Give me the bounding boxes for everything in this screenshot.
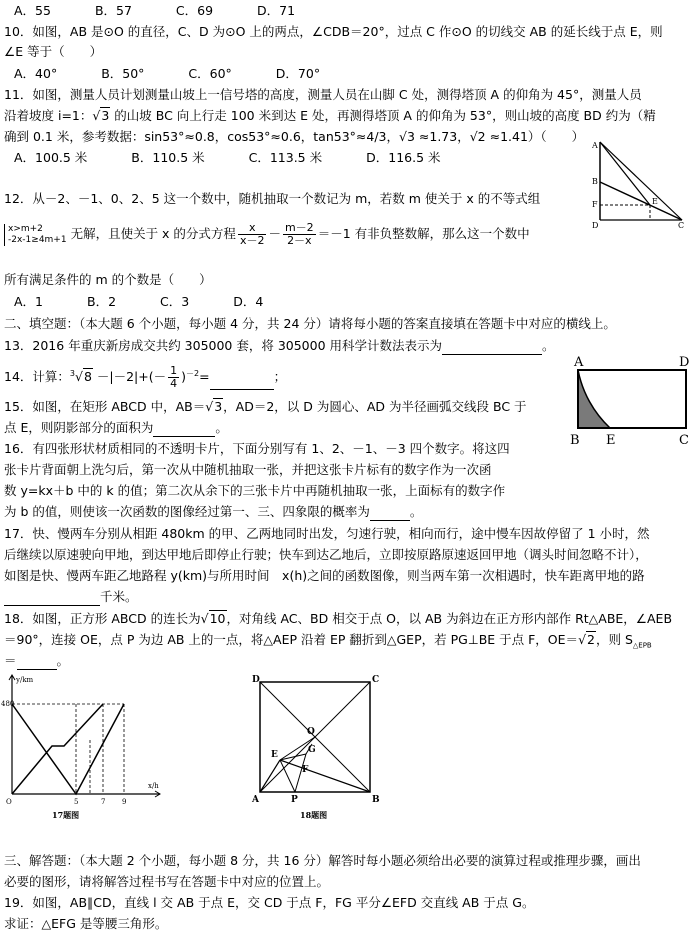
q13-end: 。 xyxy=(542,338,555,353)
q11-label-d: D xyxy=(592,221,599,230)
q10-option-d: D．70° xyxy=(275,66,321,81)
fig18 xyxy=(250,672,380,822)
q10-line2: ∠E 等于（ ） xyxy=(4,44,103,59)
q12-ineq-2: -2x-1≥4m+1 xyxy=(8,234,67,245)
q13-text: 13．2016 年重庆新房成交共约 305000 套，将 305000 用科学计数法表示为 xyxy=(4,338,443,353)
q18-line3 xyxy=(4,652,69,670)
q9-option-d: D．71 xyxy=(257,3,296,18)
q11-label-b: B xyxy=(592,177,598,186)
q11-label-c: C xyxy=(678,221,685,230)
q16-line4-text: 为 b 的值，则使该一次函数的图像经过第一、三、四象限的概率为 xyxy=(4,504,370,519)
q14-frac xyxy=(168,365,179,390)
q17-line2: 后继续以原速驶向甲地，到达甲地后即停止行驶；快车到达乙地后，立即按原路原速返回甲地（调头时间忽略不计）， xyxy=(4,547,648,562)
q9-options xyxy=(14,2,335,20)
q16-line3: 数 y=kx＋b 中的 k 的值；第二次从余下的三张卡片中再随机抽取一张，上面标有的数字作 xyxy=(4,483,506,498)
q12-frac2-den: 2－x xyxy=(287,234,312,247)
q10-line1: 10．如图，AB 是⊙O 的直径，C、D 为⊙O 上的两点，∠CDB＝20°，过点 C 作⊙O 的切线交 AB 的延长线于点 E，则 xyxy=(4,24,663,39)
q14-mid: －|－2|+(－ xyxy=(92,369,167,385)
q12-option-c: C．3 xyxy=(160,294,190,309)
q11-label-f: F xyxy=(592,200,598,209)
q18-line2-b: ，则 S xyxy=(595,632,633,647)
q14-frac-num: 1 xyxy=(170,364,178,378)
q15-line1-a: 15．如图，在矩形 ABCD 中，AB＝ xyxy=(4,399,206,414)
q18-root-2: 2 xyxy=(587,632,595,647)
q12-minus: － xyxy=(268,226,281,241)
q14-end: ； xyxy=(273,369,287,385)
q15-answer-blank xyxy=(153,422,215,437)
q12-line2-b: ＝－1 有非负整数解，那么这一个数中 xyxy=(317,226,530,241)
q14-prefix: 14．计算： xyxy=(4,369,70,385)
q12-ineq-1: x>m+2 xyxy=(8,223,43,234)
q10-option-c: C．60° xyxy=(188,66,232,81)
q18-line2 xyxy=(4,631,652,655)
q15-line1 xyxy=(4,398,527,416)
q12-frac1 xyxy=(238,222,267,247)
q15-end: 。 xyxy=(215,420,228,435)
q11-label-e: E xyxy=(652,197,658,206)
q11-option-c: C．113.5 米 xyxy=(248,150,323,165)
fig17-origin: O xyxy=(6,798,12,806)
fig17-y-label: y/km xyxy=(16,676,34,684)
q14-root-index: 3 xyxy=(69,369,75,378)
q11-options xyxy=(14,149,481,167)
fig17-x-tick-7: 7 xyxy=(101,798,106,806)
fig18-label-p: P xyxy=(291,795,298,805)
q17-line1: 17．快、慢两车分别从相距 480km 的甲、乙两地同时出发，匀速行驶，相向而行，途中慢车因故停留了 1 小时，然 xyxy=(4,526,650,541)
q17-answer-blank xyxy=(4,591,100,606)
fig18-label-g: G xyxy=(308,745,316,755)
q11-line2-a: 沿着坡度 i=1： xyxy=(4,108,93,123)
fig17-x-label: x/h xyxy=(148,782,159,790)
q17-line3: 如图是快、慢两车距乙地路程 y(km)与所用时间 x(h)之间的函数图像，则当两车第一次相遇时，快车距离甲地的路 xyxy=(4,568,645,583)
q14-frac-den: 4 xyxy=(170,377,178,391)
q12-frac1-den: x－2 xyxy=(239,234,265,247)
q19-line1: 19．如图，AB∥CD，直线 l 交 AB 于点 E，交 CD 于点 F，FG 平分∠EFD 交直线 AB 于点 G。 xyxy=(4,895,535,910)
fig18-label-b: B xyxy=(372,795,380,805)
q15-label-a: A xyxy=(574,355,584,370)
q11-line2-b: 的山坡 BC 向上行走 100 米到达 E 处，再测得塔顶 A 的仰角为 53°，则山坡的高度 BD 约为（精 xyxy=(110,108,656,123)
q15-line2-text: 点 E，则阴影部分的面积为 xyxy=(4,420,154,435)
q10-option-a: A．40° xyxy=(14,66,58,81)
fig18-label-d: D xyxy=(252,675,260,685)
q18-sqrt-sign-2: √ xyxy=(578,632,587,647)
q12-frac1-num: x xyxy=(238,222,267,235)
q9-option-a: A．55 xyxy=(14,3,51,18)
q12-frac2 xyxy=(283,222,316,247)
q16-line2: 张卡片背面朝上洗匀后，第一次从中随机抽取一张，并把这张卡片标有的数字作为一次函 xyxy=(4,462,492,477)
q11-root: 3 xyxy=(101,108,110,123)
q15-sqrt-sign: √ xyxy=(205,399,214,414)
fig18-label-c: C xyxy=(372,675,380,685)
q10-option-b: B．50° xyxy=(101,66,145,81)
section2-heading: 二、填空题：（本大题 6 个小题，每小题 4 分，共 24 分）请将每小题的答案直接填在答题卡中对应的横线上。 xyxy=(4,316,616,331)
q12-option-a: A．1 xyxy=(14,294,44,309)
section3-line2: 必要的图形，请将解答过程书写在答题卡中对应的位置上。 xyxy=(4,874,330,889)
q15-line1-b: ，AD＝2，以 D 为圆心、AD 为半径画弧交线段 BC 于 xyxy=(223,399,527,414)
fig18-label-a: A xyxy=(252,795,259,805)
q15-root: 3 xyxy=(214,399,223,414)
fig18-label-o: O xyxy=(307,727,315,737)
q12-line1: 12．从－2、－1、0、2、5 这一个数中，随机抽取一个数记为 m，若数 m 使关于 x 的不等式组 xyxy=(4,191,541,206)
q11-line1: 11．如图，测量人员计划测量山坡上一信号塔的高度，测量人员在山脚 C 处，测得塔顶 A 的仰角为 45°，测量人员 xyxy=(4,87,642,102)
q17-line4-end: 千米。 xyxy=(100,589,138,604)
q19-line2: 求证：△EFG 是等腰三角形。 xyxy=(4,916,168,931)
q11-line2 xyxy=(4,107,656,125)
q11-figure xyxy=(592,140,688,230)
q18-answer-blank xyxy=(17,655,57,670)
q18-sqrt-sign: √ xyxy=(200,611,209,626)
q12-option-b: B．2 xyxy=(87,294,117,309)
fig18-label-e: E xyxy=(271,750,278,760)
q12-inequality-system xyxy=(4,224,67,246)
q12-option-d: D．4 xyxy=(233,294,264,309)
q14-suffix: = xyxy=(199,369,210,385)
q15-label-b: B xyxy=(570,433,580,448)
q16-answer-blank xyxy=(370,506,410,521)
q14-paren-close: ) xyxy=(181,369,187,385)
q14-answer-blank xyxy=(210,375,274,390)
q15-label-c: C xyxy=(679,433,689,448)
sqrt-sign: √ xyxy=(92,108,101,123)
q12-line2 xyxy=(4,222,530,247)
fig17-x-tick-5: 5 xyxy=(74,798,79,806)
q13-answer-blank xyxy=(442,340,542,355)
q16-end: 。 xyxy=(409,504,423,519)
q14-root-body: 8 xyxy=(83,369,92,385)
q11-option-b: B．110.5 米 xyxy=(131,150,205,165)
q14-exponent: －2 xyxy=(186,369,200,378)
q12-frac2-num: m－2 xyxy=(284,221,314,234)
q13 xyxy=(4,337,555,355)
fig18-label-f: F xyxy=(302,765,309,775)
q18-line1-a: 18．如图，正方形 ABCD 的连长为 xyxy=(4,611,201,626)
q18-line3-eq: ＝ xyxy=(4,653,17,668)
fig18-caption: 18题图 xyxy=(300,810,328,820)
q11-label-a: A xyxy=(592,141,598,150)
fig17 xyxy=(0,672,170,822)
q18-line1-b: ，对角线 AC、BD 相交于点 O，以 AB 为斜边在正方形内部作 Rt△ABE，∠AEB xyxy=(226,611,673,626)
q15-label-e: E xyxy=(606,433,616,448)
q11-line3: 确到 0.1 米，参考数据：sin53°≈0.8，cos53°≈0.6，tan53°≈4/3，√3 ≈1.73，√2 ≈1.41）（ ） xyxy=(4,129,585,144)
q18-subscript: △EPB xyxy=(632,641,652,650)
q12-options xyxy=(14,293,303,311)
fig17-y-tick: 480 xyxy=(1,700,15,708)
q16-line4 xyxy=(4,503,422,521)
section3-line1: 三、解答题：（本大题 2 个小题，每小题 8 分，共 16 分）解答时每小题必须给出必要的演算过程或推理步骤，画出 xyxy=(4,853,641,868)
q18-line2-a: ＝90°，连接 OE，点 P 为边 AB 上的一点，将△AEP 沿着 EP 翻折到△GEP，若 PG⊥BE 于点 F，OE＝ xyxy=(4,632,579,647)
q17-line4 xyxy=(4,588,138,606)
fig17-x-tick-9: 9 xyxy=(122,798,127,806)
q16-line1: 16．有四张形状材质相同的不透明卡片，下面分别写有 1、2、－1、－3 四个数字。将这四 xyxy=(4,441,510,456)
q11-option-a: A．100.5 米 xyxy=(14,150,88,165)
q9-option-c: C．69 xyxy=(175,3,214,18)
q15-figure xyxy=(566,350,694,448)
q12-line3: 所有满足条件的 m 的个数是（ ） xyxy=(4,272,212,287)
q15-line2 xyxy=(4,419,228,437)
q18-line3-end: 。 xyxy=(56,653,70,668)
q15-label-d: D xyxy=(679,355,690,370)
q11-option-d: D．116.5 米 xyxy=(366,150,441,165)
q18-line1 xyxy=(4,610,672,628)
fig17-caption: 17题图 xyxy=(52,810,80,820)
q9-option-b: B．57 xyxy=(94,3,132,18)
q12-line2-a: 无解，且使关于 x 的分式方程 xyxy=(70,226,236,241)
q18-root-10: 10 xyxy=(209,611,226,626)
q14-sqrt-sign: √ xyxy=(75,369,83,385)
q14 xyxy=(4,365,286,390)
q10-options xyxy=(14,65,360,83)
